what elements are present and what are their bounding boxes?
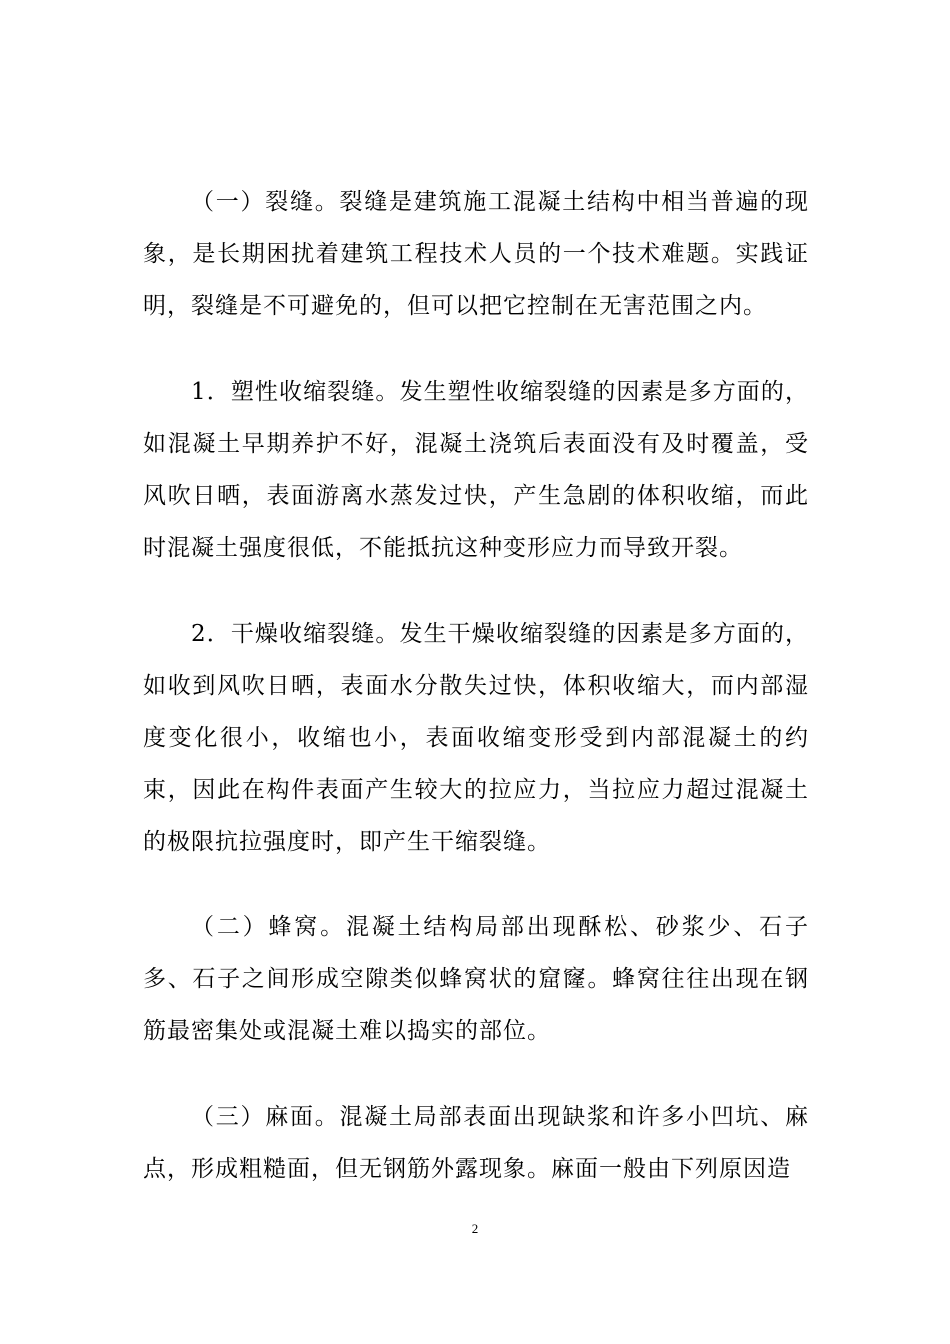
page-number: 2 (471, 1221, 479, 1236)
paragraph-cracks: （一）裂缝。裂缝是建筑施工混凝土结构中相当普遍的现象，是长期困扰着建筑工程技术人员的一个技术难题。实践证明，裂缝是不可避免的，但可以把它控制在无害范围之内。 (143, 189, 809, 319)
paragraph-pitted-surface: （三）麻面。混凝土局部表面出现缺浆和许多小凹坑、麻点，形成粗糙面，但无钢筋外露现象。麻面一般由下列原因造 (143, 1104, 809, 1182)
paragraph-drying-shrinkage-cracks: 2．干燥收缩裂缝。发生干燥收缩裂缝的因素是多方面的，如收到风吹日晒，表面水分散失过快，体积收缩大，而内部湿度变化很小，收缩也小，表面收缩变形受到内部混凝土的约束，因此在构件表面产生较大的拉应力，当拉应力超过混凝土的极限抗拉强度时，即产生干缩裂缝。 (143, 621, 809, 855)
paragraph-plastic-shrinkage-cracks: 1．塑性收缩裂缝。发生塑性收缩裂缝的因素是多方面的，如混凝土早期养护不好，混凝土浇筑后表面没有及时覆盖，受风吹日晒，表面游离水蒸发过快，产生急剧的体积收缩，而此时混凝土强度很低，不能抵抗这种变形应力而导致开裂。 (143, 379, 809, 561)
document-body (143, 176, 809, 1195)
paragraph-honeycomb: （二）蜂窝。混凝土结构局部出现酥松、砂浆少、石子多、石子之间形成空隙类似蜂窝状的窟窿。蜂窝往往出现在钢筋最密集处或混凝土难以捣实的部位。 (143, 914, 809, 1044)
